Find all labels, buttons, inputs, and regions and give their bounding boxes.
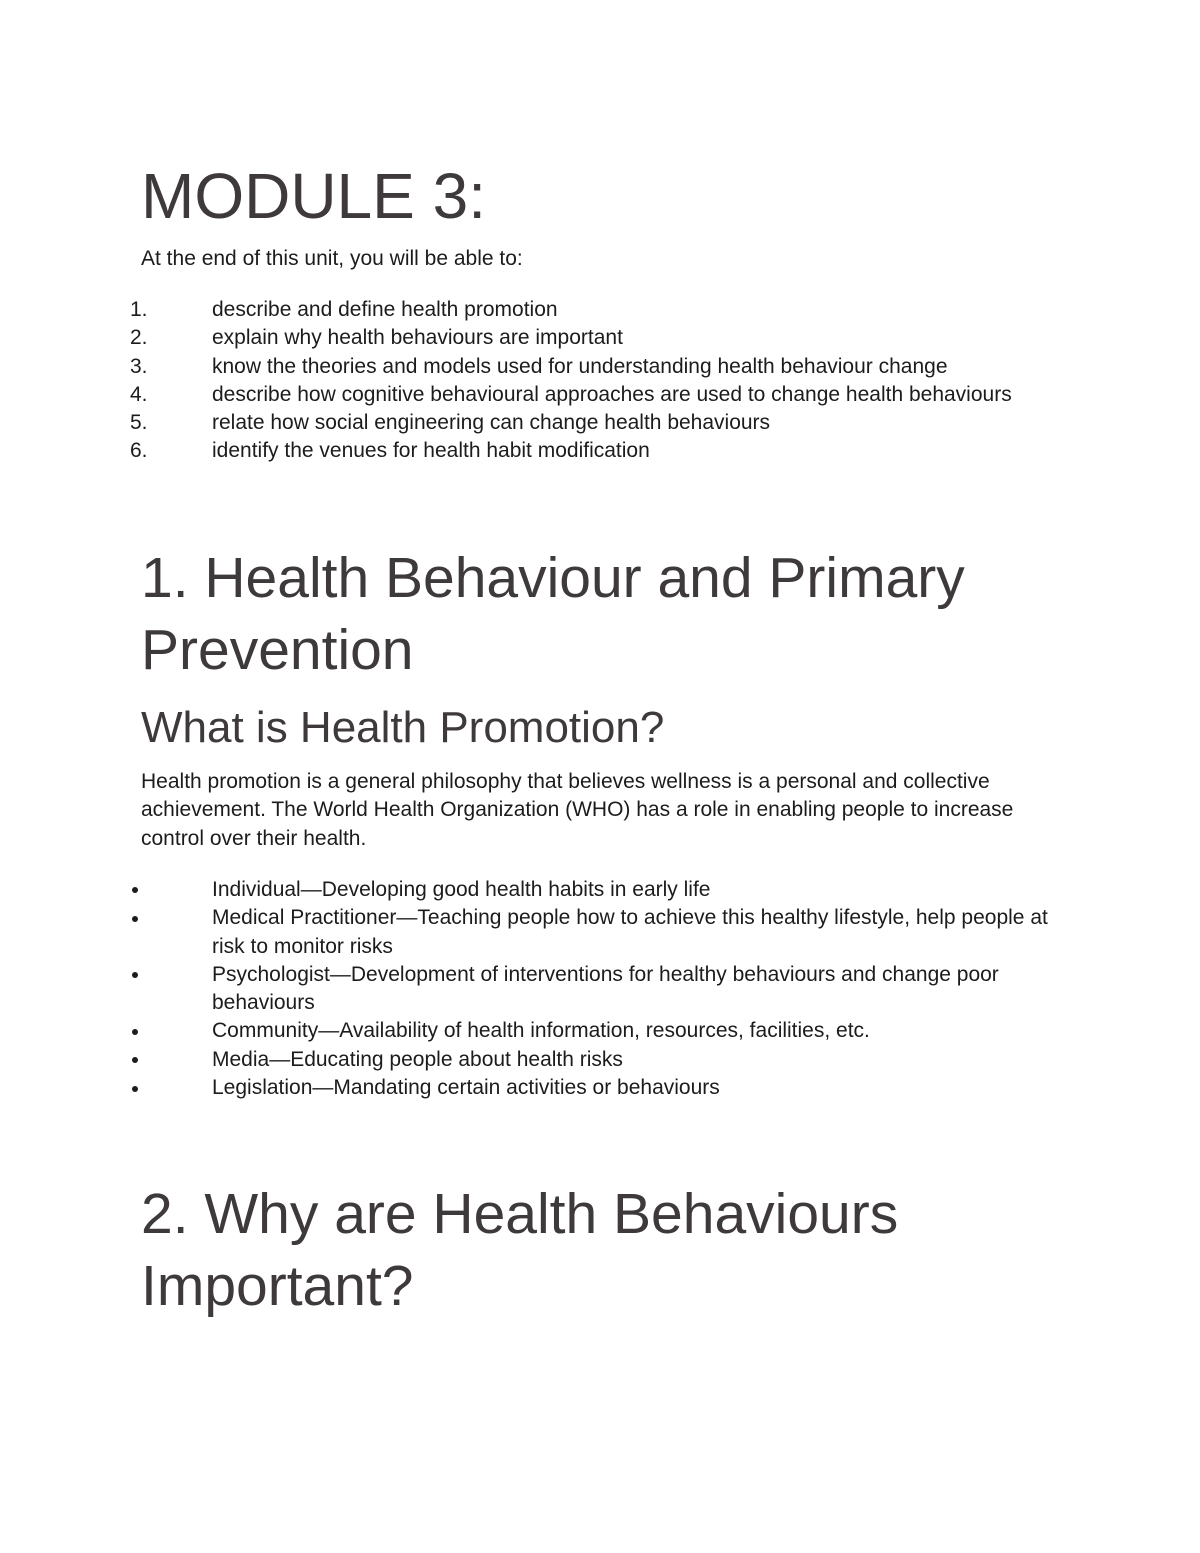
bullet-icon <box>132 916 138 922</box>
list-item-text: Community—Availability of health information, resources, facilities, etc. <box>212 1019 870 1043</box>
list-item-text: Medical Practitioner—Teaching people how to achieve this healthy lifestyle, help people at risk to monitor risks <box>212 906 1048 958</box>
list-item-text: Psychologist—Development of interventions for healthy behaviours and change poor behaviours <box>212 962 999 1015</box>
bullet-icon <box>132 1086 138 1092</box>
list-item <box>130 409 1050 437</box>
roles-list <box>130 876 1050 1102</box>
list-number: 5. <box>130 411 148 435</box>
objectives-list <box>130 296 1050 466</box>
list-number: 4. <box>130 382 148 406</box>
list-number: 2. <box>130 326 148 350</box>
section-1-paragraph: Health promotion is a general philosophy that believes wellness is a personal and collective achievement. The World Health Organization (WHO) has a role in enabling people to increase control over their health. <box>141 770 1014 850</box>
list-item <box>130 296 1050 324</box>
section-1-heading: 1. Health Behaviour and Primary Prevention <box>141 546 965 682</box>
list-item-text: Legislation—Mandating certain activities or behaviours <box>212 1076 720 1100</box>
list-item <box>130 381 1050 409</box>
bullet-icon <box>132 972 138 978</box>
list-item <box>130 1017 1050 1045</box>
list-item-text: describe how cognitive behavioural approaches are used to change health behaviours <box>212 382 1012 406</box>
section-2-heading: 2. Why are Health Behaviours Important? <box>141 1182 899 1318</box>
list-item-text: Individual—Developing good health habits in early life <box>212 878 711 901</box>
list-item <box>130 961 1050 1018</box>
bullet-icon <box>132 887 138 893</box>
list-item <box>130 1074 1050 1102</box>
list-item <box>130 904 1050 961</box>
list-number: 1. <box>130 298 148 321</box>
bullet-icon <box>132 1029 138 1035</box>
list-item-text: know the theories and models used for understanding health behaviour change <box>212 354 948 378</box>
section-1-subheading: What is Health Promotion? <box>141 703 665 752</box>
list-number: 3. <box>130 354 148 378</box>
list-item <box>130 876 1050 904</box>
list-item-text: identify the venues for health habit modification <box>212 439 650 463</box>
intro-text: At the end of this unit, you will be able to: <box>141 247 523 270</box>
list-item <box>130 324 1050 352</box>
bullet-icon <box>132 1057 138 1063</box>
list-item-text: relate how social engineering can change health behaviours <box>212 411 771 435</box>
list-item-text: Media—Educating people about health risks <box>212 1047 623 1071</box>
list-item <box>130 437 1050 465</box>
list-item <box>130 353 1050 381</box>
list-item-text: explain why health behaviours are important <box>212 326 623 350</box>
list-item-text: describe and define health promotion <box>212 298 558 321</box>
list-item <box>130 1046 1050 1074</box>
module-title: MODULE 3: <box>141 160 486 232</box>
list-number: 6. <box>130 439 148 463</box>
